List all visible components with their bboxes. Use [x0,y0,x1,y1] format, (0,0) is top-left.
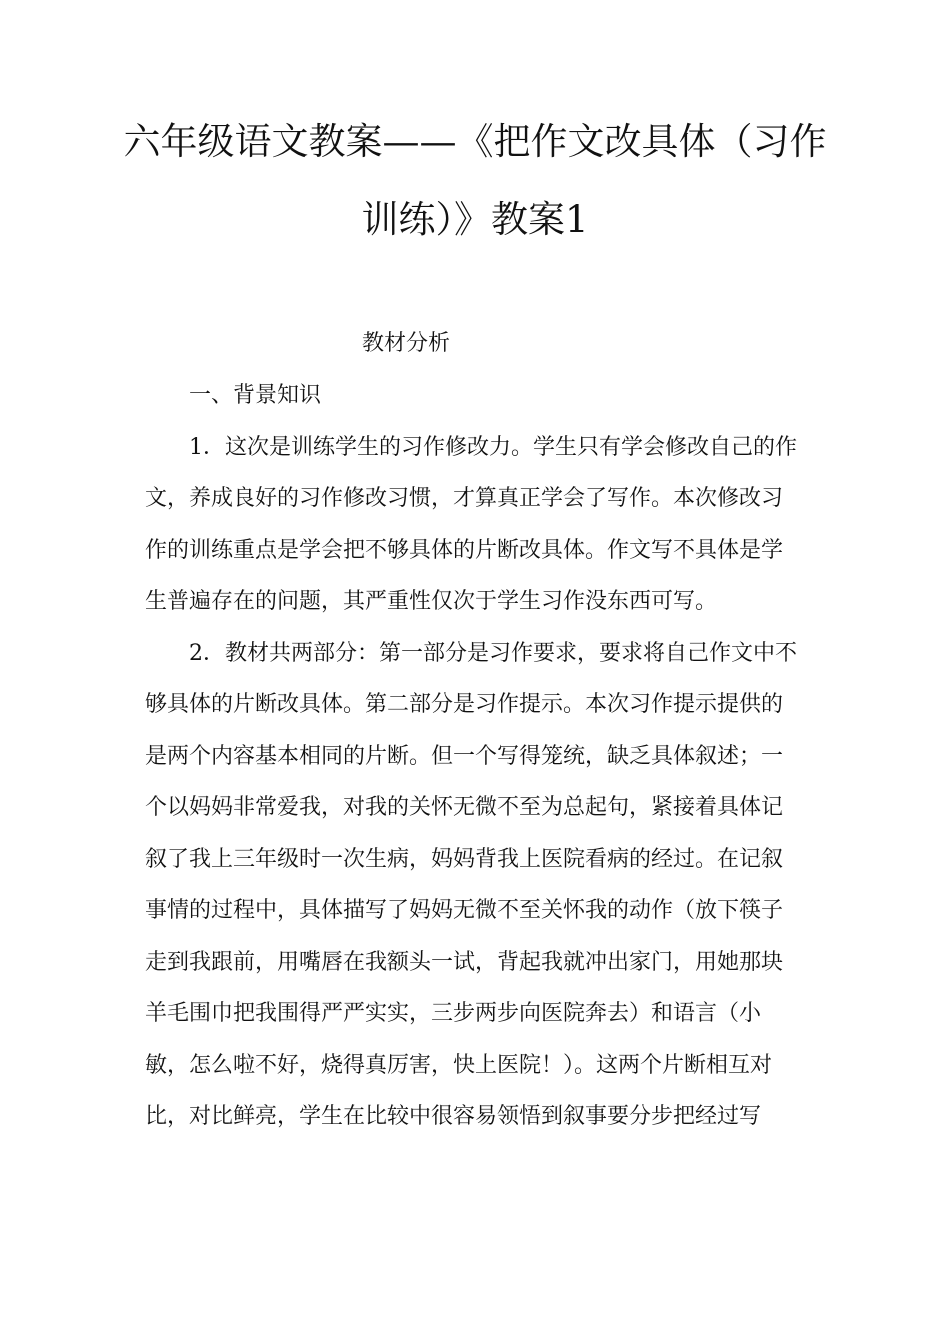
paragraph-2-line-8: 羊毛围巾把我围得严严实实，三步两步向医院奔去）和语言（小 [145,1001,762,1026]
paragraph-2-line-9: 敏，怎么啦不好，烧得真厉害，快上医院！）。这两个片断相互对 [145,1053,773,1078]
paragraph-2-line-6: 事情的过程中，具体描写了妈妈无微不至关怀我的动作（放下筷子 [145,898,784,923]
paragraph-2-line-7: 走到我跟前，用嘴唇在我额头一试，背起我就冲出家门，用她那块 [145,950,784,975]
paragraph-1-line-3: 作的训练重点是学会把不够具体的片断改具体。作文写不具体是学 [145,538,784,563]
paragraph-2-line-2: 够具体的片断改具体。第二部分是习作提示。本次习作提示提供的 [145,692,784,717]
paragraph-2-line-3: 是两个内容基本相同的片断。但一个写得笼统，缺乏具体叙述；一 [145,744,784,769]
paragraph-1-line-2: 文，养成良好的习作修改习惯，才算真正学会了写作。本次修改习 [145,486,784,511]
heading-background-knowledge: 一、背景知识 [189,383,322,408]
document-title-line-1: 六年级语文教案——《把作文改具体（习作 [123,120,827,163]
paragraph-2-line-1: 2．教材共两部分：第一部分是习作要求，要求将自己作文中不 [189,641,797,666]
paragraph-1-line-4: 生普遍存在的问题，其严重性仅次于学生习作没东西可写。 [145,589,718,614]
paragraph-2-line-5: 叙了我上三年级时一次生病，妈妈背我上医院看病的经过。在记叙 [145,847,784,872]
paragraph-1-line-1: 1．这次是训练学生的习作修改力。学生只有学会修改自己的作 [189,435,797,460]
paragraph-2-line-4: 个以妈妈非常爱我，对我的关怀无微不至为总起句，紧接着具体记 [145,795,784,820]
section-title: 教材分析 [362,331,451,356]
paragraph-2-line-10: 比，对比鲜亮，学生在比较中很容易领悟到叙事要分步把经过写 [145,1104,762,1129]
document-title-line-2: 训练）》教案1 [361,198,589,241]
